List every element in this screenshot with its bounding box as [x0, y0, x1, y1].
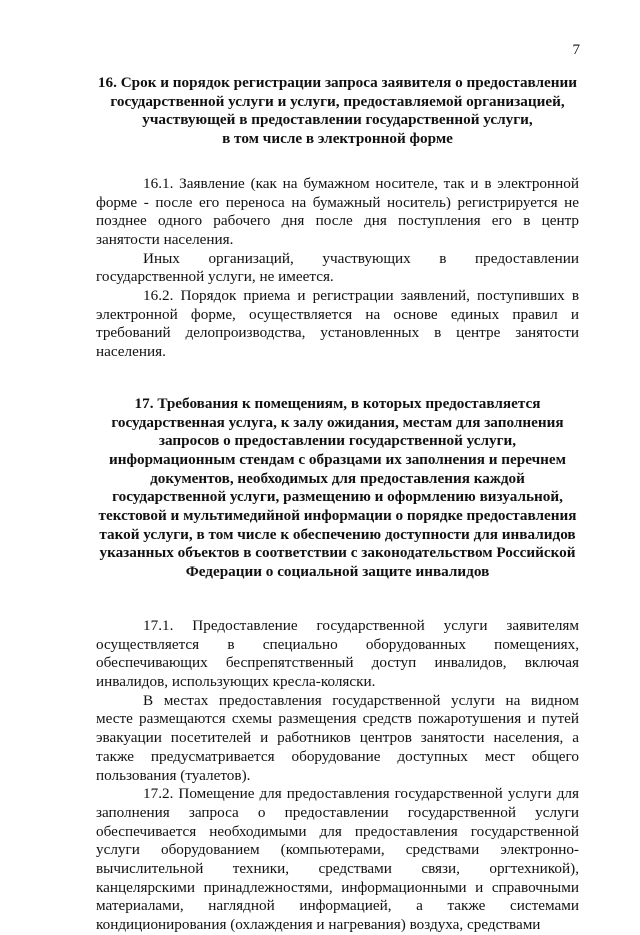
heading-line: участвующей в предоставлении государственной услуги,	[142, 111, 533, 129]
section-17-heading	[96, 395, 579, 582]
heading-line: государственной услуги и услуги, предоставляемой организацией,	[110, 92, 565, 110]
heading-line: 16. Срок и порядок регистрации запроса заявителя о предоставлении	[97, 74, 578, 91]
heading-line: запросов о предоставлении государственной услуги,	[158, 432, 517, 450]
paragraph-17-2: 17.2. Помещение для предоставления государственной услуги для заполнения запроса о предоставлении государственной услуги обеспечивается необходимыми для предоставления государственной услуги оборудованием (компьютерами, средствами электронно-вычислительной техники, средствами связи, оргтехникой), канцелярскими принадлежностями, информационными и справочными материалами, наглядной информацией, а также системами кондиционирования (охлаждения и нагревания) воздуха, средствами	[96, 785, 579, 934]
heading-line: в том числе в электронной форме	[222, 130, 453, 148]
heading-line: Федерации о социальной защите инвалидов	[185, 563, 490, 581]
section-16-heading	[96, 74, 579, 149]
spacer	[96, 362, 579, 395]
heading-line: государственная услуга, к залу ожидания, местам для заполнения	[111, 413, 564, 431]
heading-line: указанных объектов в соответствии с законодательством Российской	[99, 544, 576, 562]
heading-line: такой услуги, в том числе к обеспечению доступности для инвалидов	[99, 525, 576, 543]
paragraph-16-2: 16.2. Порядок приема и регистрации заявлений, поступивших в электронной форме, осуществляется на основе единых правил и требований делопроизводства, установленных в центре занятости населения.	[96, 287, 579, 361]
page-number: 7	[572, 42, 580, 58]
heading-line: текстовой и мультимедийной информации о порядке предоставления	[98, 507, 577, 525]
heading-line: государственной услуги, размещению и оформлению визуальной,	[112, 488, 563, 506]
heading-line: информационным стендам с образцами их заполнения и перечнем	[108, 450, 567, 468]
spacer	[96, 149, 579, 175]
paragraph-17-evacuation: В местах предоставления государственной услуги на видном месте размещаются схемы размещения средств пожаротушения и путей эвакуации посетителей и работников центров занятости населения, а также предусматривается оборудование доступных мест общего пользования (туалетов).	[96, 691, 579, 784]
paragraph-16-1: 16.1. Заявление (как на бумажном носителе, так и в электронной форме - после его переноса на бумажный носитель) регистрируется не позднее одного рабочего дня после дня поступления его в центр занятости населения.	[96, 174, 579, 248]
heading-line: документов, необходимых для предоставления каждой	[150, 469, 525, 487]
heading-line: 17. Требования к помещениям, в которых предоставляется	[134, 394, 541, 412]
spacer	[96, 582, 579, 617]
page-content	[96, 74, 579, 935]
paragraph-16-other-orgs: Иных организаций, участвующих в предоставлении государственной услуги, не имеется.	[96, 249, 579, 286]
paragraph-17-1: 17.1. Предоставление государственной услуги заявителям осуществляется в специально оборудованных помещениях, обеспечивающих беспрепятственный доступ инвалидов, включая инвалидов, использующих кресла-коляски.	[96, 616, 579, 690]
